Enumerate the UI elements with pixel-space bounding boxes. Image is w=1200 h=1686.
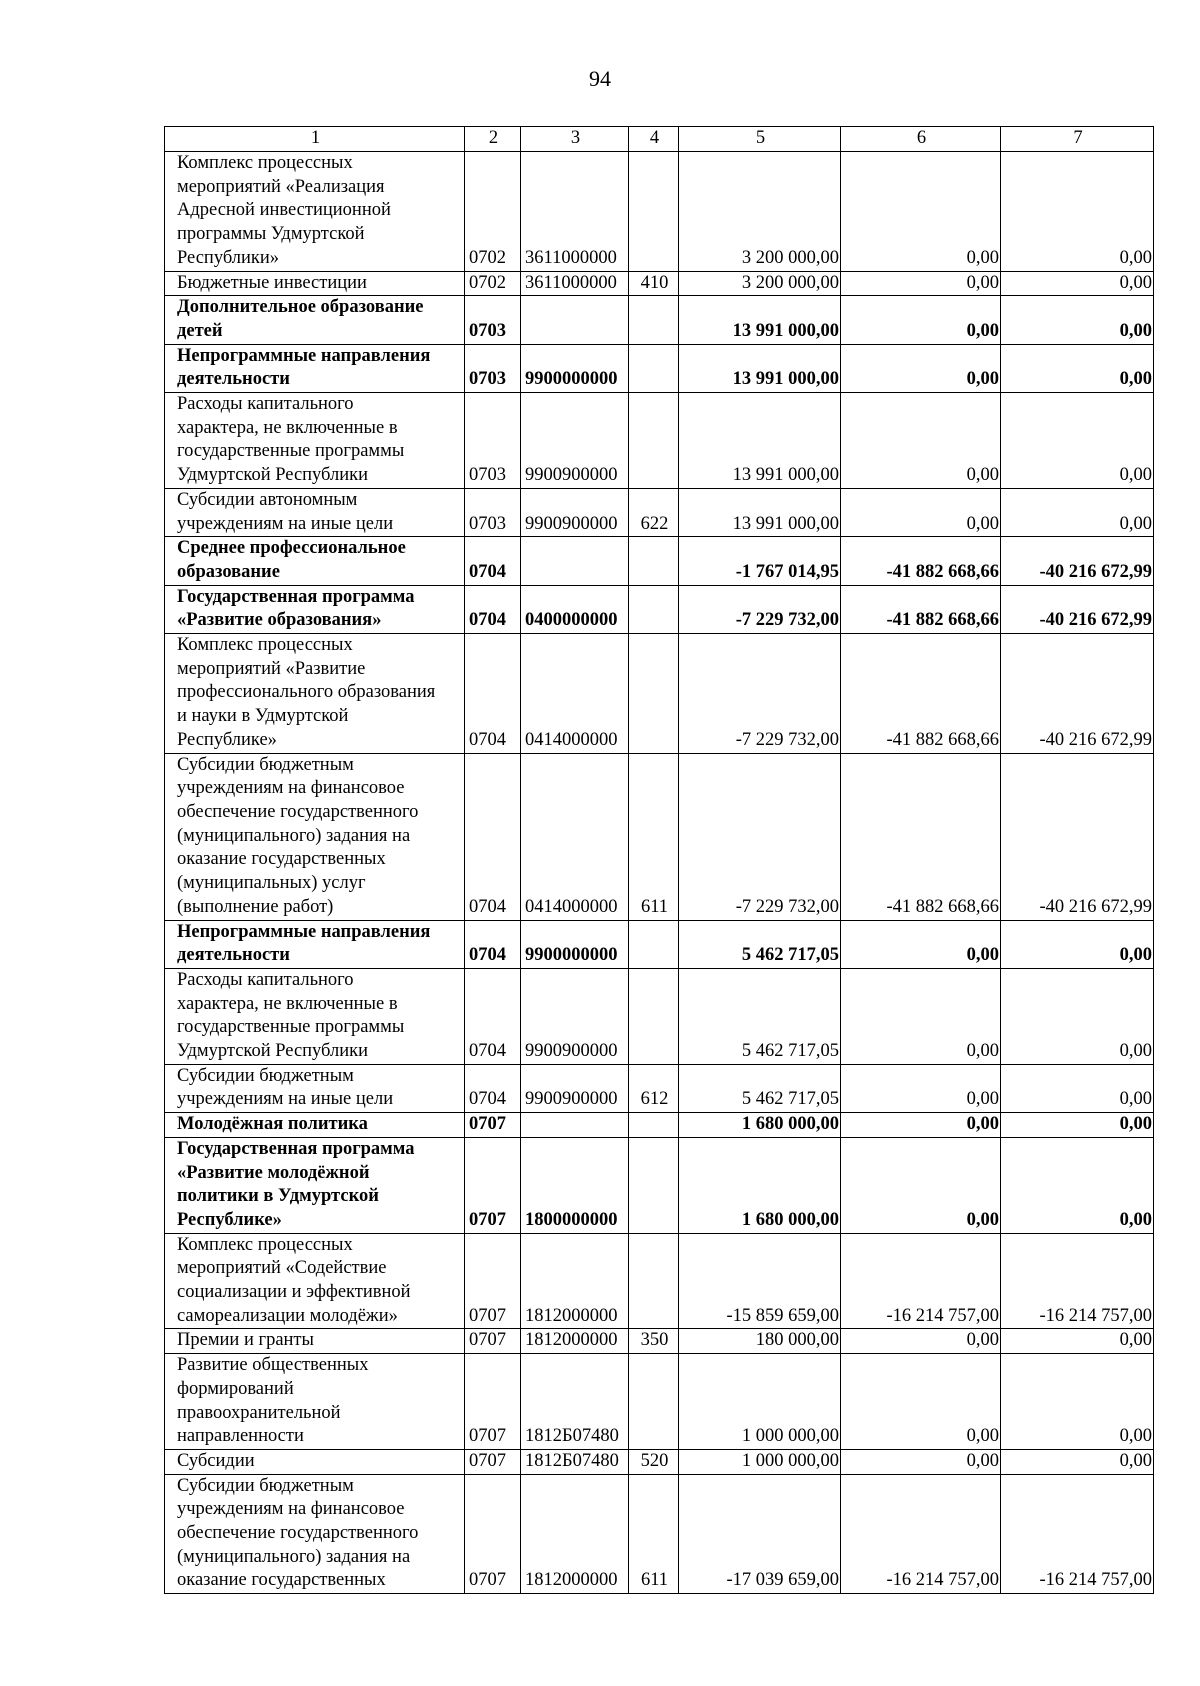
table-row [165, 753, 1154, 920]
amount-col5-cell: 13 991 000,00 [679, 393, 841, 489]
table-row [165, 393, 1154, 489]
amount-col5-cell: -7 229 732,00 [679, 634, 841, 754]
amount-col7-cell: 0,00 [1001, 296, 1154, 344]
amount-col5-cell: 13 991 000,00 [679, 344, 841, 392]
target-code-cell: 9900900000 [521, 393, 629, 489]
target-code-cell: 1800000000 [521, 1137, 629, 1233]
table-row [165, 1233, 1154, 1329]
amount-col6-cell: -41 882 668,66 [841, 753, 1001, 920]
amount-col5-cell: -7 229 732,00 [679, 585, 841, 633]
amount-col5-cell: -15 859 659,00 [679, 1233, 841, 1329]
row-name-cell: Государственная программа «Развитие образования» [165, 585, 465, 633]
section-code-cell: 0704 [465, 753, 521, 920]
amount-col5-cell: 1 680 000,00 [679, 1137, 841, 1233]
target-code-cell: 1812000000 [521, 1329, 629, 1354]
amount-col6-cell: -16 214 757,00 [841, 1474, 1001, 1594]
target-code-cell: 9900900000 [521, 488, 629, 536]
amount-col5-cell: -17 039 659,00 [679, 1474, 841, 1594]
amount-col7-cell: -40 216 672,99 [1001, 753, 1154, 920]
expense-type-cell: 611 [629, 1474, 679, 1594]
row-name-cell: Комплекс процессных мероприятий «Реализация Адресной инвестиционной программы Удмуртской Республики» [165, 152, 465, 272]
column-header: 4 [629, 127, 679, 152]
table-row [165, 1474, 1154, 1594]
amount-col5-cell: 5 462 717,05 [679, 968, 841, 1064]
section-code-cell: 0703 [465, 393, 521, 489]
budget-table [164, 126, 1154, 1594]
expense-type-cell [629, 634, 679, 754]
expense-type-cell [629, 1137, 679, 1233]
target-code-cell [521, 537, 629, 585]
target-code-cell [521, 296, 629, 344]
row-name-cell: Субсидии бюджетным учреждениям на финансовое обеспечение государственного (муниципального) задания на оказание государственных [165, 1474, 465, 1594]
amount-col5-cell: 13 991 000,00 [679, 488, 841, 536]
target-code-cell: 3611000000 [521, 271, 629, 296]
section-code-cell: 0707 [465, 1329, 521, 1354]
amount-col5-cell: 3 200 000,00 [679, 271, 841, 296]
table-row [165, 634, 1154, 754]
amount-col6-cell: 0,00 [841, 1449, 1001, 1474]
section-code-cell: 0704 [465, 1064, 521, 1112]
table-row [165, 920, 1154, 968]
amount-col7-cell: -40 216 672,99 [1001, 585, 1154, 633]
amount-col6-cell: 0,00 [841, 296, 1001, 344]
amount-col7-cell: 0,00 [1001, 1137, 1154, 1233]
target-code-cell: 3611000000 [521, 152, 629, 272]
amount-col5-cell: -1 767 014,95 [679, 537, 841, 585]
amount-col6-cell: -16 214 757,00 [841, 1233, 1001, 1329]
table-row [165, 152, 1154, 272]
amount-col6-cell: 0,00 [841, 271, 1001, 296]
amount-col7-cell: 0,00 [1001, 1329, 1154, 1354]
row-name-cell: Субсидии бюджетным учреждениям на иные цели [165, 1064, 465, 1112]
column-header: 7 [1001, 127, 1154, 152]
amount-col6-cell: 0,00 [841, 1137, 1001, 1233]
expense-type-cell [629, 296, 679, 344]
page-number: 94 [589, 66, 611, 91]
section-code-cell: 0703 [465, 296, 521, 344]
section-code-cell: 0707 [465, 1137, 521, 1233]
target-code-cell: 1812000000 [521, 1233, 629, 1329]
amount-col6-cell: 0,00 [841, 152, 1001, 272]
amount-col7-cell: 0,00 [1001, 968, 1154, 1064]
target-code-cell: 9900000000 [521, 920, 629, 968]
target-code-cell: 0414000000 [521, 753, 629, 920]
amount-col7-cell: -16 214 757,00 [1001, 1233, 1154, 1329]
column-header: 3 [521, 127, 629, 152]
amount-col7-cell: 0,00 [1001, 344, 1154, 392]
amount-col6-cell: -41 882 668,66 [841, 537, 1001, 585]
amount-col7-cell: 0,00 [1001, 152, 1154, 272]
amount-col5-cell: 3 200 000,00 [679, 152, 841, 272]
row-name-cell: Субсидии [165, 1449, 465, 1474]
target-code-cell: 0400000000 [521, 585, 629, 633]
amount-col6-cell: 0,00 [841, 488, 1001, 536]
expense-type-cell [629, 393, 679, 489]
section-code-cell: 0707 [465, 1449, 521, 1474]
row-name-cell: Субсидии бюджетным учреждениям на финансовое обеспечение государственного (муниципального) задания на оказание государственных (муниципальных) услуг (выполнение работ) [165, 753, 465, 920]
row-name-cell: Дополнительное образование детей [165, 296, 465, 344]
target-code-cell: 9900900000 [521, 1064, 629, 1112]
target-code-cell: 1812000000 [521, 1474, 629, 1594]
amount-col6-cell: 0,00 [841, 393, 1001, 489]
target-code-cell: 1812Б07480 [521, 1449, 629, 1474]
amount-col5-cell: 1 000 000,00 [679, 1354, 841, 1450]
amount-col5-cell: 13 991 000,00 [679, 296, 841, 344]
expense-type-cell [629, 344, 679, 392]
column-header: 1 [165, 127, 465, 152]
table-row [165, 344, 1154, 392]
amount-col6-cell: 0,00 [841, 1329, 1001, 1354]
column-header: 5 [679, 127, 841, 152]
amount-col6-cell: 0,00 [841, 920, 1001, 968]
row-name-cell: Комплекс процессных мероприятий «Развитие профессионального образования и науки в Удмуртской Республике» [165, 634, 465, 754]
expense-type-cell: 410 [629, 271, 679, 296]
amount-col7-cell: -40 216 672,99 [1001, 634, 1154, 754]
table-row [165, 1137, 1154, 1233]
section-code-cell: 0704 [465, 920, 521, 968]
amount-col5-cell: 5 462 717,05 [679, 920, 841, 968]
expense-type-cell [629, 537, 679, 585]
expense-type-cell [629, 585, 679, 633]
amount-col6-cell: -41 882 668,66 [841, 585, 1001, 633]
amount-col5-cell: 1 000 000,00 [679, 1449, 841, 1474]
section-code-cell: 0707 [465, 1113, 521, 1138]
target-code-cell: 9900900000 [521, 968, 629, 1064]
amount-col7-cell: 0,00 [1001, 920, 1154, 968]
amount-col6-cell: 0,00 [841, 344, 1001, 392]
table-row [165, 296, 1154, 344]
table-row [165, 488, 1154, 536]
section-code-cell: 0707 [465, 1354, 521, 1450]
amount-col6-cell: -41 882 668,66 [841, 634, 1001, 754]
row-name-cell: Комплекс процессных мероприятий «Содействие социализации и эффективной самореализации молодёжи» [165, 1233, 465, 1329]
section-code-cell: 0703 [465, 344, 521, 392]
section-code-cell: 0703 [465, 488, 521, 536]
expense-type-cell: 612 [629, 1064, 679, 1112]
row-name-cell: Непрограммные направления деятельности [165, 920, 465, 968]
section-code-cell: 0704 [465, 634, 521, 754]
table-row [165, 585, 1154, 633]
row-name-cell: Непрограммные направления деятельности [165, 344, 465, 392]
row-name-cell: Расходы капитального характера, не включенные в государственные программы Удмуртской Республики [165, 968, 465, 1064]
amount-col5-cell: 180 000,00 [679, 1329, 841, 1354]
amount-col7-cell: -16 214 757,00 [1001, 1474, 1154, 1594]
expense-type-cell [629, 920, 679, 968]
amount-col6-cell: 0,00 [841, 1064, 1001, 1112]
amount-col6-cell: 0,00 [841, 1354, 1001, 1450]
section-code-cell: 0707 [465, 1474, 521, 1594]
section-code-cell: 0702 [465, 271, 521, 296]
column-header: 2 [465, 127, 521, 152]
amount-col7-cell: 0,00 [1001, 393, 1154, 489]
target-code-cell: 1812Б07480 [521, 1354, 629, 1450]
target-code-cell: 9900000000 [521, 344, 629, 392]
amount-col6-cell: 0,00 [841, 968, 1001, 1064]
expense-type-cell [629, 968, 679, 1064]
section-code-cell: 0702 [465, 152, 521, 272]
amount-col5-cell: 1 680 000,00 [679, 1113, 841, 1138]
row-name-cell: Бюджетные инвестиции [165, 271, 465, 296]
amount-col7-cell: 0,00 [1001, 1449, 1154, 1474]
amount-col7-cell: -40 216 672,99 [1001, 537, 1154, 585]
amount-col6-cell: 0,00 [841, 1113, 1001, 1138]
table-row [165, 1329, 1154, 1354]
table-row [165, 1064, 1154, 1112]
table-row [165, 1113, 1154, 1138]
table-row [165, 537, 1154, 585]
amount-col7-cell: 0,00 [1001, 1064, 1154, 1112]
table-row [165, 968, 1154, 1064]
target-code-cell [521, 1113, 629, 1138]
expense-type-cell [629, 152, 679, 272]
expense-type-cell [629, 1354, 679, 1450]
row-name-cell: Среднее профессиональное образование [165, 537, 465, 585]
column-header: 6 [841, 127, 1001, 152]
section-code-cell: 0707 [465, 1233, 521, 1329]
amount-col7-cell: 0,00 [1001, 1113, 1154, 1138]
row-name-cell: Развитие общественных формирований правоохранительной направленности [165, 1354, 465, 1450]
column-number-row [165, 127, 1154, 152]
section-code-cell: 0704 [465, 585, 521, 633]
expense-type-cell: 611 [629, 753, 679, 920]
amount-col7-cell: 0,00 [1001, 1354, 1154, 1450]
section-code-cell: 0704 [465, 537, 521, 585]
table-row [165, 1449, 1154, 1474]
row-name-cell: Молодёжная политика [165, 1113, 465, 1138]
expense-type-cell: 350 [629, 1329, 679, 1354]
expense-type-cell [629, 1233, 679, 1329]
section-code-cell: 0704 [465, 968, 521, 1064]
target-code-cell: 0414000000 [521, 634, 629, 754]
expense-type-cell: 520 [629, 1449, 679, 1474]
row-name-cell: Премии и гранты [165, 1329, 465, 1354]
amount-col7-cell: 0,00 [1001, 488, 1154, 536]
row-name-cell: Расходы капитального характера, не включенные в государственные программы Удмуртской Республики [165, 393, 465, 489]
row-name-cell: Государственная программа «Развитие молодёжной политики в Удмуртской Республике» [165, 1137, 465, 1233]
amount-col5-cell: 5 462 717,05 [679, 1064, 841, 1112]
amount-col7-cell: 0,00 [1001, 271, 1154, 296]
amount-col5-cell: -7 229 732,00 [679, 753, 841, 920]
expense-type-cell: 622 [629, 488, 679, 536]
table-row [165, 271, 1154, 296]
expense-type-cell [629, 1113, 679, 1138]
table-row [165, 1354, 1154, 1450]
row-name-cell: Субсидии автономным учреждениям на иные цели [165, 488, 465, 536]
